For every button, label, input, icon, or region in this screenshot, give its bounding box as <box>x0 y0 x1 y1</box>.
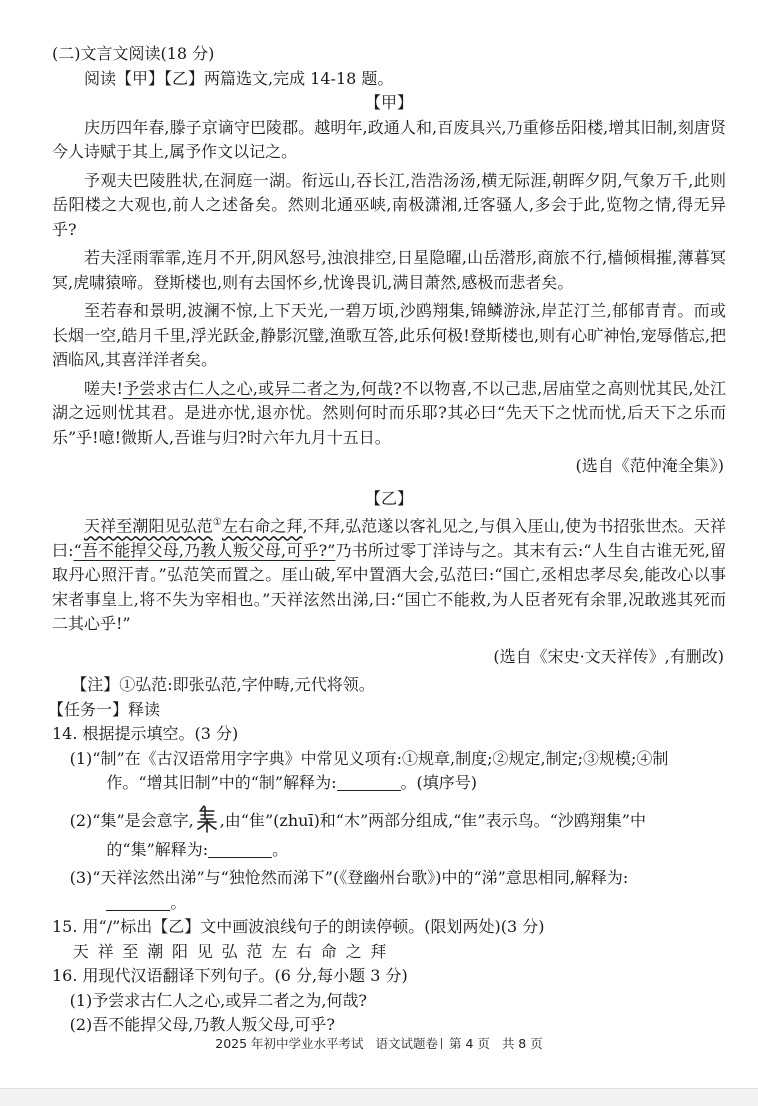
answer-blank-14-2[interactable] <box>208 841 272 858</box>
text-a-underlined-sentence: 予尝求古仁人之心,或异二者之为,何哉? <box>122 378 402 398</box>
text-a-p5-start: 嗟夫! <box>84 378 123 398</box>
question-14-stem: 14. 根据提示填空。(3 分) <box>52 724 239 744</box>
text-a-paragraph-3: 若夫淫雨霏霏,连月不开,阴风怒号,浊浪排空,日星隐曜,山岳潜形,商旅不行,樯倾楫摧,薄暮冥冥,虎啸猿啼。登斯楼也,则有去国怀乡,忧谗畏讥,满目萧然,感极而悲者矣。 <box>52 248 726 292</box>
seal-script-ji-icon <box>195 804 219 834</box>
page-footer <box>0 1034 758 1052</box>
text-a-source: (选自《范仲淹全集》) <box>575 456 724 475</box>
question-15-stem: 15. 用“/”标出【乙】文中画波浪线句子的朗读停顿。(限划两处)(3 分) <box>52 917 545 937</box>
bottom-strip <box>0 1088 758 1106</box>
question-16-1: (1)予尝求古仁人之心,或异二者之为,何哉? <box>69 990 368 1010</box>
question-14-3-line-2: 。 <box>106 891 726 916</box>
section-title: (二)文言文阅读(18 分) <box>52 44 215 63</box>
footer-paper-name: 语文试题卷 <box>375 1036 438 1051</box>
footer-page-number: 第 4 页 <box>448 1036 490 1051</box>
text-b-wavy-sentence-part-1: 天祥至潮阳见弘范 <box>84 516 213 536</box>
text-b-mid: ,不拜,弘范遂以客礼见之,与俱入厓山,使为书招张世杰。天祥曰: <box>52 516 726 560</box>
text-b-source: (选自《宋史·文天祥传》,有删改) <box>493 646 724 666</box>
text-b-paragraph <box>52 511 726 637</box>
text-a-paragraph-1: 庆历四年春,滕子京谪守巴陵郡。越明年,政通人和,百废具兴,乃重修岳阳楼,增其旧制,刻唐贤今人诗赋于其上,属予作文以记之。 <box>52 117 726 161</box>
question-14-2-line-1: (2)“集”是会意字, ,由“隹”(zhuī)和“木”两部分组成,“隹”表示鸟。“沙鸥翔集”中 <box>70 804 726 834</box>
footer-total-pages: 共 8 页 <box>501 1036 543 1051</box>
question-15-sentence[interactable]: 天祥至潮阳见弘范左右命之拜 <box>72 941 396 961</box>
text-b-heading: 【乙】 <box>364 488 413 508</box>
text-b-underlined-sentence: “吾不能捍父母,乃教人叛父母,可乎?” <box>73 540 336 560</box>
text-a-heading: 【甲】 <box>364 93 413 112</box>
text-b-wavy-sentence-part-2: 左右命之拜 <box>221 516 303 536</box>
footnote-marker: ① <box>212 517 222 528</box>
text-a-paragraph-5 <box>52 377 726 451</box>
task-one-title: 【任务一】释读 <box>48 699 161 719</box>
question-14-2-line-2: 的“集”解释为: 。 <box>106 839 289 859</box>
footer-divider <box>441 1038 442 1049</box>
text-a-paragraph-2: 予观夫巴陵胜状,在洞庭一湖。衔远山,吞长江,浩浩汤汤,横无际涯,朝晖夕阴,气象万千,此则岳阳楼之大观也,前人之述备矣。然则北通巫峡,南极潇湘,迁客骚人,多会于此,览物之情,得无异乎? <box>52 170 726 239</box>
text-a-p5-rest: 不以物喜,不以己悲,居庙堂之高则忧其民,处江湖之远则忧其君。是进亦忧,退亦忧。然则何时而乐耶?其必曰“先天下之忧而忧,后天下之乐而乐”乎!噫!微斯人,吾谁与归?时六年九月十五日。 <box>52 378 726 447</box>
question-14-1-line-2: 作。“增其旧制”中的“制”解释为: 。(填序号) <box>106 773 478 793</box>
text-a-paragraph-4: 至若春和景明,波澜不惊,上下天光,一碧万顷,沙鸥翔集,锦鳞游泳,岸芷汀兰,郁郁青青。而或长烟一空,皓月千里,浮光跃金,静影沉璧,渔歌互答,此乐何极!登斯楼也,则有心旷神怡,宠辱偕忘,把酒临风,其喜洋洋者矣。 <box>52 301 726 369</box>
question-16-2: (2)吾不能捍父母,乃教人叛父母,可乎? <box>69 1015 336 1035</box>
answer-blank-14-3[interactable] <box>106 894 170 911</box>
question-16-stem: 16. 用现代汉语翻译下列句子。(6 分,每小题 3 分) <box>52 966 408 986</box>
reading-instruction: 阅读【甲】【乙】两篇选文,完成 14-18 题。 <box>84 68 394 88</box>
question-14-1-line-1: (1)“制”在《古汉语常用字字典》中常见义项有:①规章,制度;②规定,制定;③规模;④制 <box>69 748 669 768</box>
answer-blank-14-1[interactable] <box>337 774 401 791</box>
text-b-note: 【注】①弘范:即张弘范,字仲畴,元代将领。 <box>71 675 375 695</box>
question-14-3-line-1: (3)“天祥泫然出涕”与“独怆然而涕下”(《登幽州台歌》)中的“涕”意思相同,解释为: <box>69 868 629 888</box>
text-b-rest: 乃书所过零丁洋诗与之。其末有云:“人生自古谁无死,留取丹心照汗青。”弘范笑而置之。厓山破,军中置酒大会,弘范曰:“国亡,丞相忠孝尽矣,能改心以事宋者事皇上,将不失为宰相也。”天祥泫然出涕,曰:“国亡不能救,为人臣者死有余罪,况敢逃其死而二其心乎!” <box>52 540 726 634</box>
footer-exam-name: 2025 年初中学业水平考试 <box>215 1036 364 1051</box>
